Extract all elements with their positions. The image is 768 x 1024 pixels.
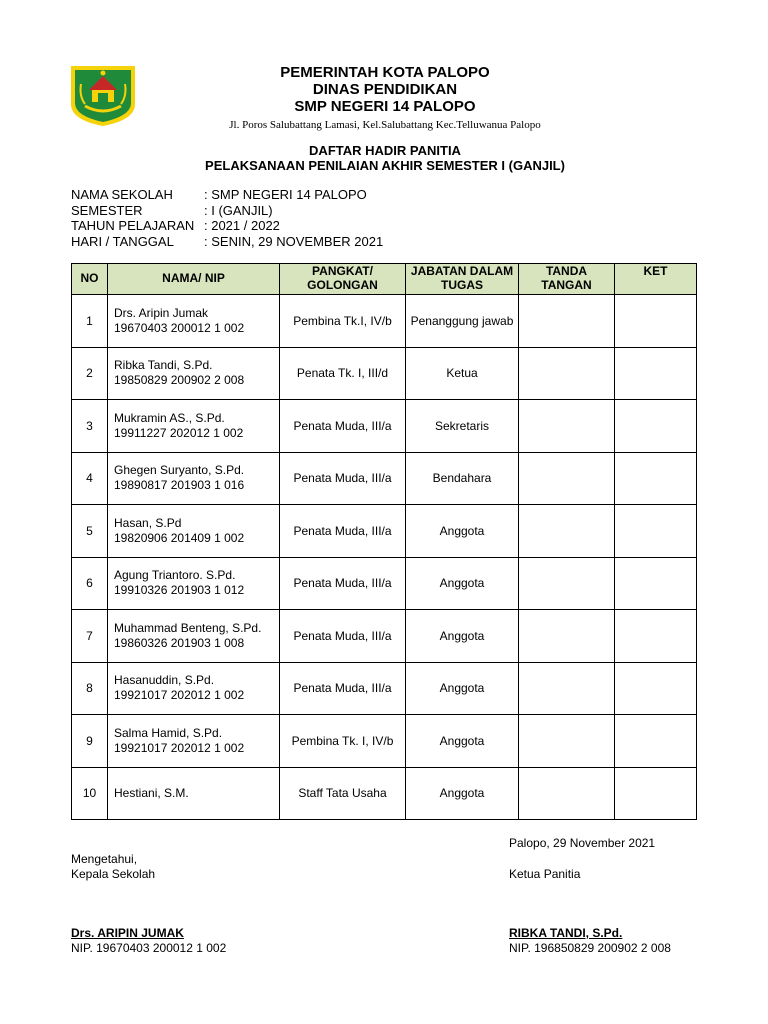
info-label: TAHUN PELAJARAN bbox=[71, 218, 195, 233]
cell-position: Ketua bbox=[406, 347, 519, 400]
cell-signature[interactable] bbox=[519, 505, 615, 558]
cell-no: 10 bbox=[72, 767, 108, 820]
table-row bbox=[72, 400, 697, 453]
cell-rank: Penata Tk. I, III/d bbox=[280, 347, 406, 400]
cell-rank: Pembina Tk.I, IV/b bbox=[280, 295, 406, 348]
cell-name: Ribka Tandi, S.Pd. 19850829 200902 2 008 bbox=[108, 347, 280, 400]
table-header-row bbox=[72, 264, 697, 295]
table-row bbox=[72, 662, 697, 715]
cell-notes[interactable] bbox=[615, 715, 697, 768]
cell-name: Ghegen Suryanto, S.Pd. 19890817 201903 1 016 bbox=[108, 452, 280, 505]
cell-no: 1 bbox=[72, 295, 108, 348]
document-title bbox=[200, 143, 570, 173]
cell-signature[interactable] bbox=[519, 767, 615, 820]
cell-position: Anggota bbox=[406, 505, 519, 558]
table-row bbox=[72, 715, 697, 768]
cell-position: Bendahara bbox=[406, 452, 519, 505]
cell-notes[interactable] bbox=[615, 400, 697, 453]
info-row-year bbox=[71, 218, 383, 234]
info-label: HARI / TANGGAL bbox=[71, 233, 174, 249]
header-notes: KET bbox=[615, 264, 697, 295]
cell-rank: Penata Muda, III/a bbox=[280, 662, 406, 715]
palopo-city-emblem-icon bbox=[67, 62, 139, 128]
cell-position: Anggota bbox=[406, 557, 519, 610]
chair-signature bbox=[509, 926, 671, 956]
info-value: : SENIN, 29 NOVEMBER 2021 bbox=[204, 233, 384, 249]
cell-position: Penanggung jawab bbox=[406, 295, 519, 348]
cell-notes[interactable] bbox=[615, 347, 697, 400]
place-date: Palopo, 29 November 2021 bbox=[509, 836, 656, 850]
header-name: NAMA/ NIP bbox=[108, 264, 280, 295]
cell-rank: Penata Muda, III/a bbox=[280, 610, 406, 663]
cell-notes[interactable] bbox=[615, 767, 697, 820]
cell-name: Drs. Aripin Jumak 19670403 200012 1 002 bbox=[108, 295, 280, 348]
cell-name: Salma Hamid, S.Pd. 19921017 202012 1 002 bbox=[108, 715, 280, 768]
info-label: SEMESTER bbox=[71, 202, 143, 218]
header-no: NO bbox=[72, 264, 108, 295]
table-row bbox=[72, 295, 697, 348]
table-row bbox=[72, 557, 697, 610]
cell-no: 9 bbox=[72, 715, 108, 768]
cell-no: 5 bbox=[72, 505, 108, 558]
cell-rank: Penata Muda, III/a bbox=[280, 505, 406, 558]
cell-position: Sekretaris bbox=[406, 400, 519, 453]
cell-notes[interactable] bbox=[615, 610, 697, 663]
principal-name: Drs. ARIPIN JUMAK bbox=[71, 926, 184, 940]
cell-no: 8 bbox=[72, 662, 108, 715]
cell-notes[interactable] bbox=[615, 452, 697, 505]
attendance-table bbox=[71, 263, 697, 820]
cell-signature[interactable] bbox=[519, 557, 615, 610]
chair-name: RIBKA TANDI, S.Pd. bbox=[509, 926, 623, 940]
cell-signature[interactable] bbox=[519, 662, 615, 715]
cell-notes[interactable] bbox=[615, 295, 697, 348]
document-title-line2: PELAKSANAAN PENILAIAN AKHIR SEMESTER I (GANJIL) bbox=[205, 158, 565, 173]
cell-name: Hestiani, S.M. bbox=[108, 767, 280, 820]
table-row bbox=[72, 610, 697, 663]
cell-name: Hasanuddin, S.Pd. 19921017 202012 1 002 bbox=[108, 662, 280, 715]
info-value: : I (GANJIL) bbox=[204, 202, 273, 218]
letterhead-government: PEMERINTAH KOTA PALOPO bbox=[280, 64, 490, 81]
cell-position: Anggota bbox=[406, 715, 519, 768]
cell-rank: Penata Muda, III/a bbox=[280, 452, 406, 505]
header-signature: TANDA TANGAN bbox=[519, 264, 615, 295]
cell-signature[interactable] bbox=[519, 452, 615, 505]
cell-rank: Penata Muda, III/a bbox=[280, 400, 406, 453]
cell-name: Mukramin AS., S.Pd. 19911227 202012 1 002 bbox=[108, 400, 280, 453]
cell-no: 4 bbox=[72, 452, 108, 505]
cell-rank: Staff Tata Usaha bbox=[280, 767, 406, 820]
table-row bbox=[72, 452, 697, 505]
principal-nip: NIP. 19670403 200012 1 002 bbox=[71, 941, 227, 955]
letterhead-school: SMP NEGERI 14 PALOPO bbox=[294, 98, 476, 115]
cell-signature[interactable] bbox=[519, 715, 615, 768]
info-label: NAMA SEKOLAH bbox=[71, 187, 173, 202]
chair-nip: NIP. 196850829 200902 2 008 bbox=[509, 941, 671, 955]
document-title-line1: DAFTAR HADIR PANITIA bbox=[309, 143, 461, 158]
info-value: : SMP NEGERI 14 PALOPO bbox=[204, 187, 367, 202]
cell-no: 6 bbox=[72, 557, 108, 610]
cell-position: Anggota bbox=[406, 767, 519, 820]
cell-no: 3 bbox=[72, 400, 108, 453]
cell-signature[interactable] bbox=[519, 400, 615, 453]
header-position: JABATAN DALAM TUGAS bbox=[406, 264, 519, 295]
cell-rank: Penata Muda, III/a bbox=[280, 557, 406, 610]
principal-signature bbox=[71, 926, 226, 956]
acknowledgment-block bbox=[71, 852, 155, 882]
letterhead-address: Jl. Poros Salubattang Lamasi, Kel.Salubattang Kec.Telluwanua Palopo bbox=[229, 119, 541, 131]
info-value: : 2021 / 2022 bbox=[204, 218, 280, 233]
table-row bbox=[72, 347, 697, 400]
cell-position: Anggota bbox=[406, 662, 519, 715]
table-row bbox=[72, 767, 697, 820]
chair-title: Ketua Panitia bbox=[509, 867, 581, 881]
cell-signature[interactable] bbox=[519, 295, 615, 348]
cell-notes[interactable] bbox=[615, 662, 697, 715]
letterhead bbox=[200, 64, 570, 132]
cell-name: Muhammad Benteng, S.Pd. 19860326 201903 1 008 bbox=[108, 610, 280, 663]
cell-no: 2 bbox=[72, 347, 108, 400]
cell-signature[interactable] bbox=[519, 347, 615, 400]
cell-name: Agung Triantoro. S.Pd. 19910326 201903 1 012 bbox=[108, 557, 280, 610]
info-row-semester bbox=[71, 203, 383, 219]
principal-title: Kepala Sekolah bbox=[71, 867, 156, 881]
acknowledgment-label: Mengetahui, bbox=[71, 852, 138, 866]
cell-signature[interactable] bbox=[519, 610, 615, 663]
info-row-date bbox=[71, 234, 383, 250]
cell-notes[interactable] bbox=[615, 505, 697, 558]
table-row bbox=[72, 505, 697, 558]
school-info bbox=[71, 187, 383, 249]
header-rank: PANGKAT/ GOLONGAN bbox=[280, 264, 406, 295]
cell-notes[interactable] bbox=[615, 557, 697, 610]
cell-position: Anggota bbox=[406, 610, 519, 663]
cell-name: Hasan, S.Pd 19820906 201409 1 002 bbox=[108, 505, 280, 558]
letterhead-department: DINAS PENDIDIKAN bbox=[312, 81, 458, 98]
cell-rank: Pembina Tk. I, IV/b bbox=[280, 715, 406, 768]
cell-no: 7 bbox=[72, 610, 108, 663]
info-row-school bbox=[71, 187, 383, 203]
